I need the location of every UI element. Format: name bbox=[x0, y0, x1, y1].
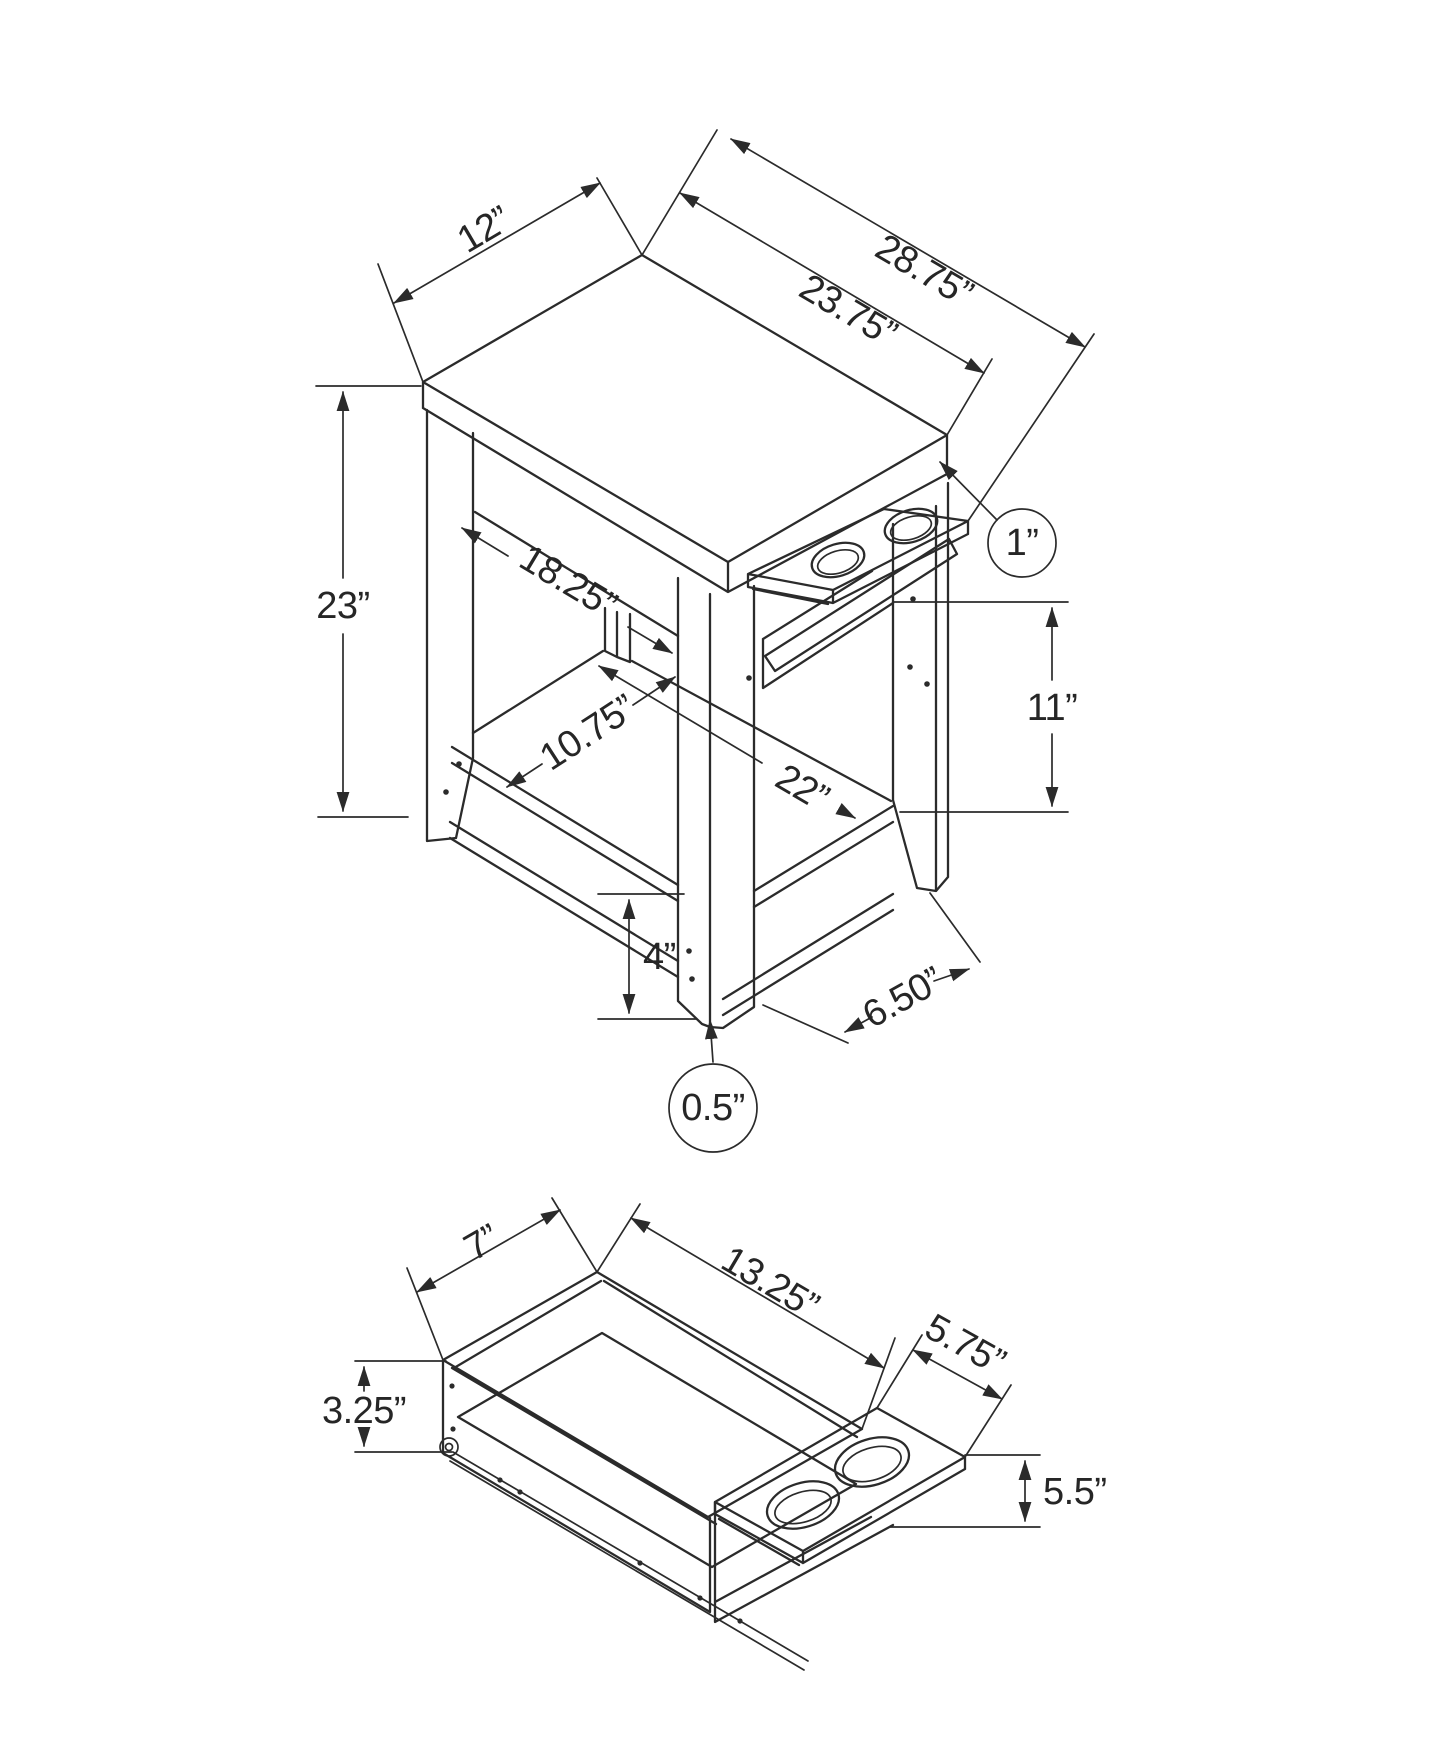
drawer-tray-outline bbox=[715, 1408, 965, 1565]
dim-label-4: 4” bbox=[643, 936, 676, 978]
dim-foot-height-4 bbox=[598, 894, 697, 1019]
dim-tray-height-55 bbox=[890, 1455, 1106, 1527]
dim-drawer-length-1325 bbox=[597, 1204, 895, 1429]
dim-label-12: 12” bbox=[450, 198, 518, 262]
front-leg-outline bbox=[678, 578, 754, 1028]
dim-label-23: 23” bbox=[316, 585, 370, 627]
dim-apron-1825 bbox=[462, 528, 672, 653]
dim-label-575: 5.75” bbox=[918, 1306, 1012, 1384]
back-leg-outline bbox=[605, 608, 630, 662]
tray-support-arm bbox=[765, 539, 957, 671]
left-leg-outline bbox=[427, 410, 473, 841]
screw-dots-table bbox=[443, 596, 930, 982]
dim-label-2375: 23.75” bbox=[792, 266, 904, 356]
dim-top-side-12 bbox=[378, 178, 642, 382]
drawer-detail-view bbox=[322, 1198, 1107, 1670]
dim-label-1325: 13.25” bbox=[714, 1238, 826, 1328]
dim-label-7: 7” bbox=[457, 1216, 507, 1270]
dim-label-22: 22” bbox=[768, 756, 836, 820]
dim-label-2875: 28.75” bbox=[868, 226, 980, 316]
dim-label-1: 1” bbox=[1005, 522, 1039, 564]
callout-foot-tip-05 bbox=[669, 1020, 757, 1152]
dim-shelf-length-22 bbox=[599, 666, 855, 820]
dim-label-11: 11” bbox=[1026, 687, 1078, 729]
dim-height-23 bbox=[316, 386, 421, 817]
dim-drawer-depth-7 bbox=[407, 1198, 597, 1360]
cup-holes-drawer-tray bbox=[761, 1429, 915, 1537]
dim-label-55: 5.5” bbox=[1043, 1471, 1107, 1513]
dim-top-length-2375 bbox=[680, 193, 992, 435]
dim-shelf-height-11 bbox=[893, 602, 1077, 812]
dim-label-1075: 10.75” bbox=[532, 686, 644, 780]
stretcher-outline bbox=[450, 822, 893, 1015]
dim-foot-spacing-650 bbox=[763, 893, 980, 1043]
dim-label-650: 6.50” bbox=[856, 959, 950, 1037]
dim-tray-length-575 bbox=[877, 1306, 1012, 1457]
dim-label-05: 0.5” bbox=[681, 1087, 745, 1129]
dim-shelf-depth-1075 bbox=[507, 677, 675, 787]
isometric-table-view bbox=[316, 130, 1094, 1152]
dim-label-1825: 18.25” bbox=[512, 537, 624, 627]
dim-side-height-325 bbox=[322, 1361, 452, 1452]
drawer-slide-rail bbox=[440, 1383, 808, 1670]
dim-label-325: 3.25” bbox=[321, 1390, 407, 1432]
